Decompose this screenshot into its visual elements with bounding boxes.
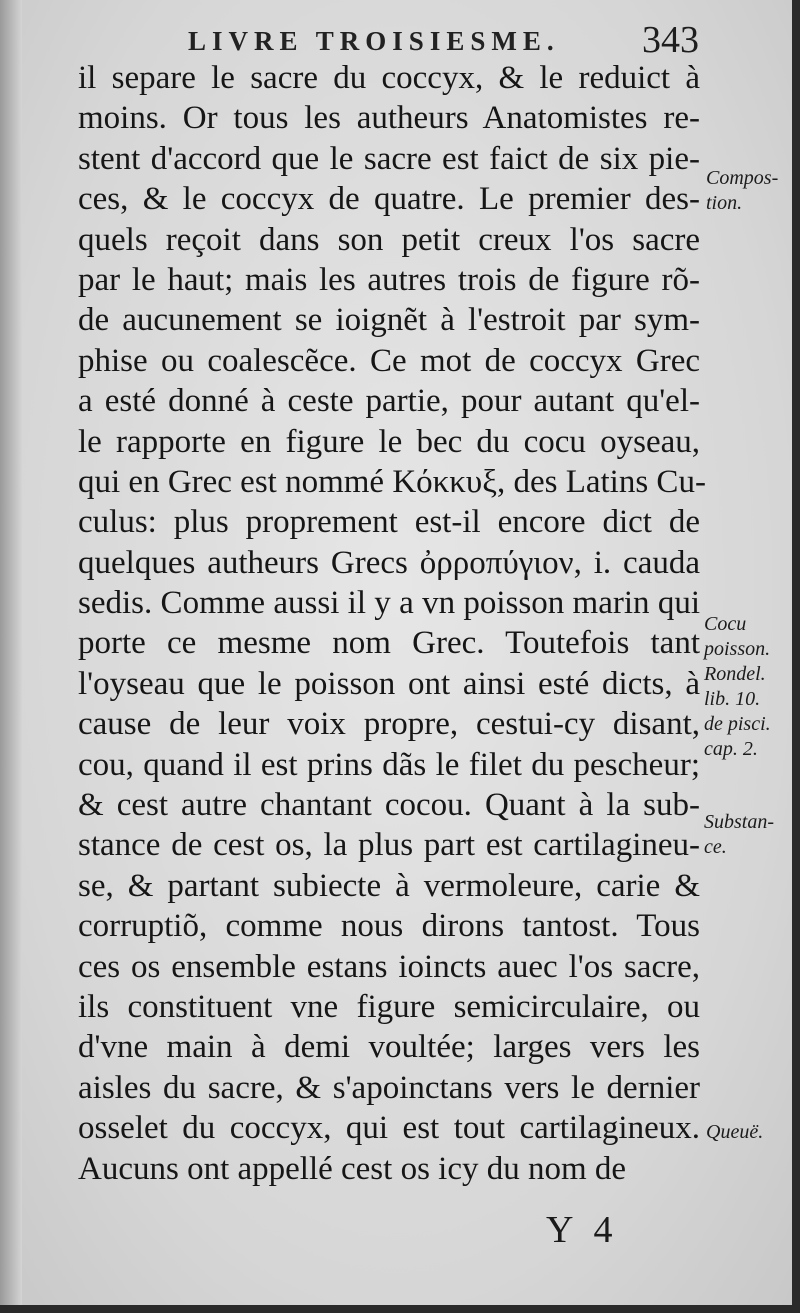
text-line: se, & partant subiecte à vermoleure, carie &: [78, 867, 700, 904]
text-line: l'oyseau que le poisson ont ainsi esté dicts, à: [78, 665, 700, 702]
text-line: ils constituent vne figure semicirculaire, ou: [78, 988, 700, 1025]
margin-note-line: poisson.: [704, 638, 771, 660]
running-title: LIVRE TROISIESME.: [188, 26, 560, 56]
margin-note-line: lib. 10.: [704, 688, 761, 710]
scan-edge-bottom: [0, 1305, 800, 1313]
margin-note-cocu: [704, 612, 771, 762]
text-line: culus: plus proprement est-il encore dict de: [78, 504, 700, 541]
text-line: par le haut; mais les autres trois de figure rõ-: [78, 261, 700, 298]
margin-note-queue: [706, 1120, 763, 1145]
margin-note-line: Cocu: [704, 613, 747, 635]
text-line: aisles du sacre, & s'apoinctans vers le dernier: [78, 1069, 700, 1106]
margin-note-line: Compos-: [706, 167, 779, 189]
margin-note-line: Queuë.: [706, 1121, 764, 1143]
page-gutter-shadow: [0, 0, 22, 1305]
text-line: Aucuns ont appellé cest os icy du nom de: [78, 1150, 627, 1187]
text-line: de aucunement se ioignẽt à l'estroit par sym-: [78, 302, 700, 339]
page-number: 343: [642, 19, 699, 61]
margin-note-line: Rondel.: [704, 663, 766, 685]
text-line: il separe le sacre du coccyx, & le reduict à: [78, 60, 700, 96]
text-line: cou, quand il est prins dãs le filet du pescheur;: [78, 746, 700, 783]
body-text: [78, 58, 706, 1189]
text-line: & cest autre chantant cocou. Quant à la sub-: [78, 787, 700, 824]
text-line: a esté donné à ceste partie, pour autant qu'el-: [78, 383, 700, 420]
text-line: d'vne main à demi voultée; larges vers les: [78, 1029, 700, 1066]
text-line: sedis. Comme aussi il y a vn poisson marin qui: [78, 585, 700, 622]
margin-note-substance: [704, 810, 774, 860]
text-line: ces, & le coccyx de quatre. Le premier des-: [78, 181, 700, 218]
text-line: qui en Grec est nommé Κόκκυξ, des Latins Cu-: [78, 463, 706, 500]
text-line: osselet du coccyx, qui est tout cartilagineux.: [78, 1110, 700, 1147]
margin-note-line: ce.: [704, 836, 727, 858]
text-line: corruptiõ, comme nous dirons tantost. Tous: [78, 908, 700, 945]
scan-edge-right: [792, 0, 800, 1313]
text-line: moins. Or tous les autheurs Anatomistes re-: [78, 100, 700, 137]
text-line: cause de leur voix propre, cestui-cy disant,: [78, 706, 700, 743]
margin-note-line: cap. 2.: [704, 738, 758, 760]
text-line: stance de cest os, la plus part est cartilagineu-: [78, 827, 700, 864]
margin-note-composition: [706, 166, 778, 216]
text-line: porte ce mesme nom Grec. Toutefois tant: [78, 625, 700, 662]
text-line: ces os ensemble estans ioincts auec l'os sacre,: [78, 948, 700, 985]
margin-note-line: tion.: [706, 192, 743, 214]
text-line: phise ou coalescẽce. Ce mot de coccyx Grec: [78, 342, 700, 379]
text-line: quels reçoit dans son petit creux l'os sacre: [78, 221, 700, 258]
signature-mark: Y 4: [546, 1209, 619, 1251]
margin-note-line: de pisci.: [704, 713, 771, 735]
margin-note-line: Substan-: [704, 811, 774, 833]
text-line: quelques autheurs Grecs ὀρροπύγιον, i. cauda: [78, 544, 700, 581]
text-line: le rapporte en figure le bec du cocu oyseau,: [78, 423, 700, 460]
text-line: stent d'accord que le sacre est faict de six pie-: [78, 140, 700, 177]
